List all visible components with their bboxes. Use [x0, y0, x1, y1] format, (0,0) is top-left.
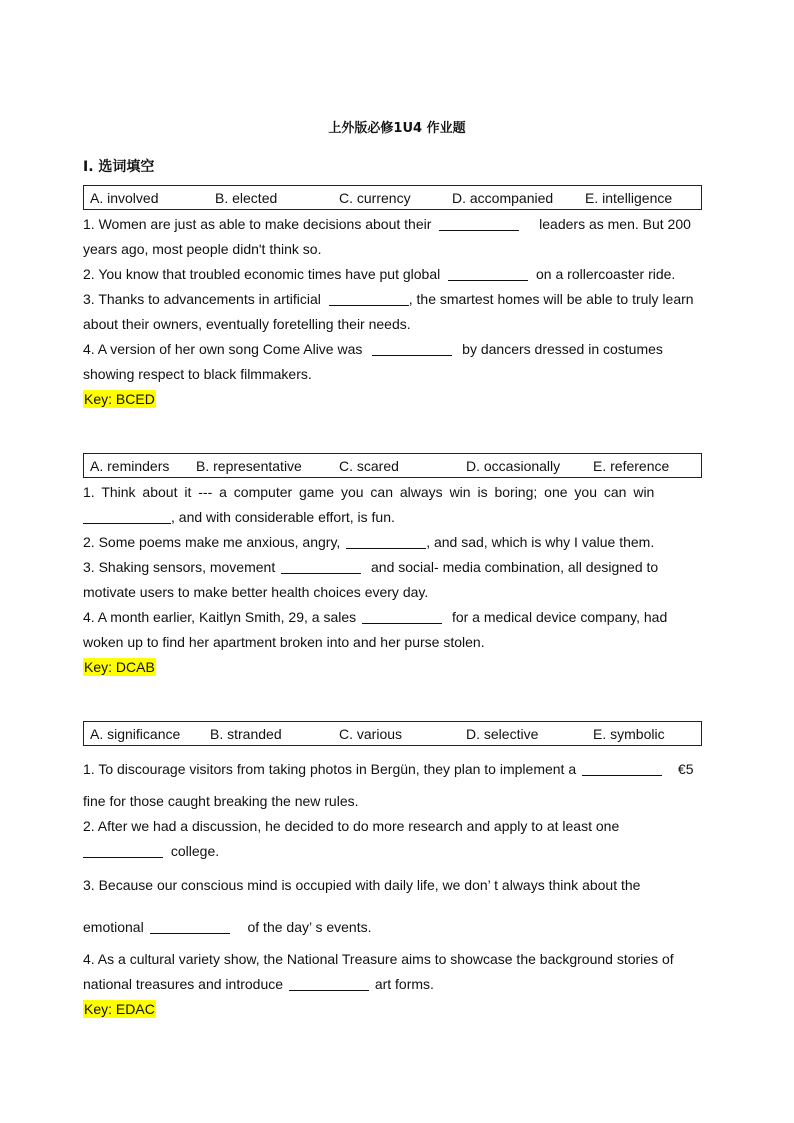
answer-blank[interactable] [329, 291, 409, 306]
word-bank-3 [83, 721, 702, 746]
answer-blank[interactable] [448, 266, 528, 281]
question-text: 4. A month earlier, Kaitlyn Smith, 29, a sales [83, 609, 357, 625]
question-text: emotional [83, 919, 144, 935]
answer-key-3: Key: EDAC [84, 1001, 155, 1017]
word-option: E. symbolic [593, 726, 665, 742]
question-3-4: 4. As a cultural variety show, the National Treasure aims to showcase the background stories of [83, 951, 674, 967]
answer-blank[interactable] [83, 509, 171, 524]
answer-blank[interactable] [362, 609, 442, 624]
question-text: and social- media combination, all designed to [371, 559, 659, 575]
answer-blank[interactable] [150, 919, 230, 934]
question-text: for a medical device company, had [451, 609, 668, 625]
question-3-2: 2. After we had a discussion, he decided to do more research and apply to at least one [83, 818, 620, 834]
question-1-4 [83, 340, 711, 358]
question-1-3 [83, 290, 711, 308]
answer-blank[interactable] [582, 761, 662, 776]
question-2-4-cont: woken up to find her apartment broken into and her purse stolen. [83, 634, 485, 650]
question-text: 2. You know that troubled economic times have put global [83, 266, 441, 282]
word-option: C. currency [339, 190, 411, 206]
question-1-3-cont: about their owners, eventually foretelling their needs. [83, 316, 411, 332]
question-3-3-cont [83, 918, 711, 936]
question-3-4-cont [83, 975, 711, 993]
question-1-1-cont: years ago, most people didn't think so. [83, 241, 322, 257]
word-option: A. reminders [90, 458, 170, 474]
answer-blank[interactable] [83, 843, 163, 858]
section-heading: I. 选词填空 [83, 159, 155, 175]
question-3-3: 3. Because our conscious mind is occupied with daily life, we don’ t always think about the [83, 877, 641, 893]
question-1-2 [83, 265, 711, 283]
answer-blank[interactable] [281, 559, 361, 574]
question-2-1-cont [83, 508, 711, 526]
question-1-1 [83, 215, 711, 233]
answer-key-1: Key: BCED [84, 391, 155, 407]
question-text: by dancers dressed in costumes [462, 341, 663, 357]
answer-blank[interactable] [372, 341, 452, 356]
question-text: on a rollercoaster ride. [536, 266, 676, 282]
word-option: D. selective [466, 726, 539, 742]
word-option: D. occasionally [466, 458, 561, 474]
word-bank-1 [83, 185, 702, 210]
question-2-4 [83, 608, 711, 626]
question-3-1-cont: fine for those caught breaking the new rules. [83, 793, 359, 809]
question-text: 3. Shaking sensors, movement [83, 559, 276, 575]
question-text: 3. Thanks to advancements in artificial [83, 291, 321, 307]
question-text: leaders as men. But 200 [539, 216, 691, 232]
question-text: , the smartest homes will be able to truly learn [408, 291, 694, 307]
document-title: 上外版必修1U4 作业题 [328, 121, 466, 136]
question-text: 2. Some poems make me anxious, angry, [83, 534, 341, 550]
word-option: B. stranded [210, 726, 282, 742]
question-text: 4. A version of her own song Come Alive was [83, 341, 363, 357]
word-option: A. involved [90, 190, 159, 206]
question-2-2 [83, 533, 711, 551]
answer-blank[interactable] [439, 216, 519, 231]
question-3-1 [83, 760, 711, 778]
question-text: 1. Women are just as able to make decisions about their [83, 216, 432, 232]
word-option: C. scared [339, 458, 399, 474]
word-option: B. elected [215, 190, 278, 206]
question-1-4-cont: showing respect to black filmmakers. [83, 366, 312, 382]
question-2-3 [83, 558, 711, 576]
word-option: E. intelligence [585, 190, 673, 206]
question-text: college. [170, 843, 220, 859]
question-2-1: 1. Think about it --- a computer game you can always win is boring; one you can win [83, 484, 655, 500]
word-option: E. reference [593, 458, 670, 474]
word-option: C. various [339, 726, 403, 742]
answer-blank[interactable] [289, 976, 369, 991]
word-bank-2 [83, 453, 702, 478]
question-3-2-cont [83, 842, 711, 860]
question-text: , and sad, which is why I value them. [426, 534, 655, 550]
question-text: 1. To discourage visitors from taking photos in Bergün, they plan to implement a [83, 761, 577, 777]
question-text: of the day’ s events. [247, 919, 372, 935]
word-option: A. significance [90, 726, 181, 742]
question-text: art forms. [374, 976, 434, 992]
question-text: national treasures and introduce [83, 976, 284, 992]
question-2-3-cont: motivate users to make better health choices every day. [83, 584, 429, 600]
answer-key-2: Key: DCAB [84, 659, 155, 675]
question-text: €5 [677, 761, 694, 777]
word-option: B. representative [196, 458, 302, 474]
word-option: D. accompanied [452, 190, 554, 206]
answer-blank[interactable] [346, 534, 426, 549]
question-text: , and with considerable effort, is fun. [171, 509, 395, 525]
